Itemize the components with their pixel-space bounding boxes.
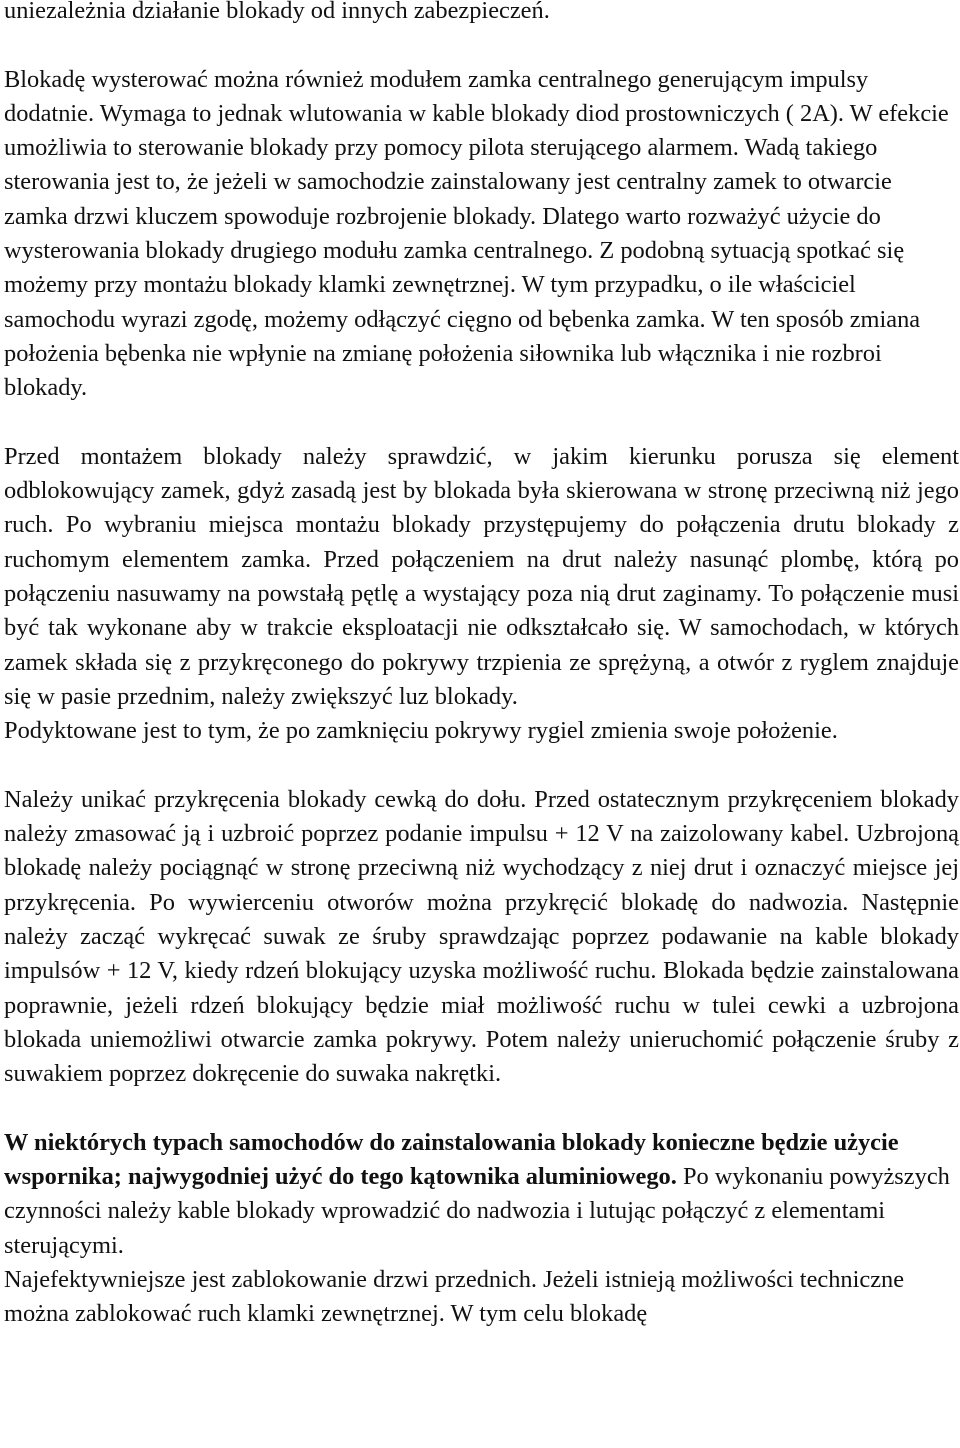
- document-page: [4, 0, 959, 1332]
- bracket-followup: Po wykonaniu powyższych czynności należy kable blokady wprowadzić do nadwozia i lutując połączyć z elementami sterującymi.: [4, 1163, 950, 1259]
- bracket-warning: W niektórych typach samochodów do zainstalowania blokady konieczne będzie użycie wspornika; najwygodniej użyć do tego kątownika aluminiowego.: [4, 1128, 899, 1191]
- paragraph-mounting: Przed montażem blokady należy sprawdzić, w jakim kierunku porusza się element odblokowujący zamek, gdyż zasadą jest by blokada była skierowana w stronę przeciwną niż jego ruch. Po wybraniu miejsca montażu blokady przystępujemy do połączenia drutu blokady z ruchomym elementem zamka. Przed połączeniem na drut należy nasunąć plombę, którą po połączeniu nasuwamy na powstałą pętlę a wystający poza nią drut zaginamy. To połączenie musi być tak wykonane aby w trakcie eksploatacji nie odkształcało się. W samochodach, w których zamek składa się z przykręconego do pokrywy trzpienia ze sprężyną, a otwór z ryglem znajduje się w pasie przednim, należy zwiększyć luz blokady.: [4, 442, 959, 710]
- paragraph-central-lock: Blokadę wysterować można również modułem zamka centralnego generującym impulsy dodatnie. Wymaga to jednak wlutowania w kable blokady diod prostowniczych ( 2A). W efekcie umożliwia to sterowanie blokady przy pomocy pilota sterującego alarmem. Wadą takiego sterowania jest to, że jeżeli w samochodzie zainstalowany jest centralny zamek to otwarcie zamka drzwi kluczem spowoduje rozbrojenie blokady. Dlatego warto rozważyć użycie do wysterowania blokady drugiego modułu zamka centralnego. Z podobną sytuacją spotkać się możemy przy montażu blokady klamki zewnętrznej. W tym przypadku, o ile właściciel samochodu wyrazi zgodę, możemy odłączyć cięgno od bębenka zamka. W ten sposób zmiana położenia bębenka nie wpłynie na zmianę położenia siłownika lub włącznika i nie rozbroi blokady.: [4, 65, 949, 402]
- paragraph-screwing: Należy unikać przykręcenia blokady cewką do dołu. Przed ostatecznym przykręceniem blokady należy zmasować ją i uzbroić poprzez podanie impulsu + 12 V na zaizolowany kabel. Uzbrojoną blokadę należy pociągnąć w stronę przeciwną niż wychodzący z niej drut i oznaczyć miejsce jej przykręcenia. Po wywierceniu otworów można przykręcić blokadę do nadwozia. Następnie należy zacząć wykręcać suwak ze śruby sprawdzając poprzez podawanie na kable blokady impulsów + 12 V, kiedy rdzeń blokujący uzyska możliwość ruchu. Blokada będzie zainstalowana poprawnie, jeżeli rdzeń blokujący będzie miał możliwość ruchu w tulei cewki a uzbrojona blokada uniemożliwi otwarcie zamka pokrywy. Potem należy unieruchomić połączenie śruby z suwakiem poprzez dokręcenie do suwaka nakrętki.: [4, 785, 959, 1088]
- paragraph-front-doors: Najefektywniejsze jest zablokowanie drzwi przednich. Jeżeli istnieją możliwości techniczne można zablokować ruch klamki zewnętrznej. W tym celu blokadę: [4, 1265, 905, 1328]
- paragraph-bracket: [4, 1126, 959, 1263]
- paragraph-position-note: Podyktowane jest to tym, że po zamknięciu pokrywy rygiel zmienia swoje położenie.: [4, 717, 838, 745]
- paragraph-intro: uniezależnia działanie blokady od innych zabezpieczeń.: [4, 0, 550, 24]
